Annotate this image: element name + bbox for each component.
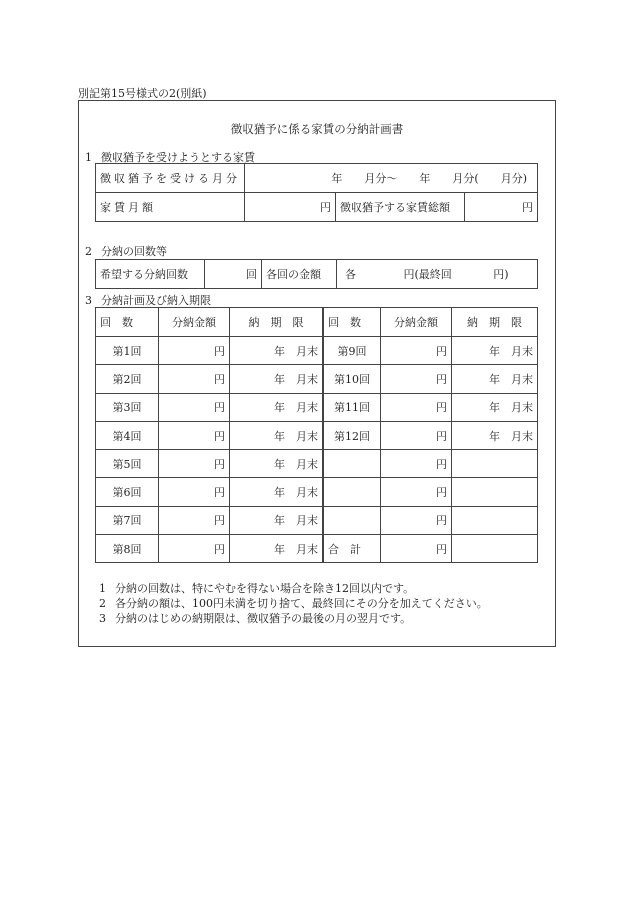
installment-amount-field[interactable]: 円 [381,450,452,478]
total-row-label: 合 計 [323,535,381,563]
rent-unit: 円 [320,201,331,214]
installment-deadline-field[interactable]: 年 月末 [230,506,324,534]
installment-amount-field[interactable]: 円 [159,450,230,478]
section1-title: 徴収猶予を受けようとする家賃 [101,151,255,164]
installment-deadline-field[interactable]: 年 月末 [452,393,538,421]
section3-title: 分納計画及び納入期限 [101,294,211,307]
amount-prefix: 各 [345,268,356,281]
total-unit: 円 [522,201,533,214]
installment-deadline-field[interactable]: 年 月末 [230,365,324,393]
section2-heading [85,243,167,259]
installment-amount-field[interactable]: 円 [159,393,230,421]
installment-amount-field[interactable]: 円 [381,421,452,449]
installment-deadline-field[interactable]: 年 月末 [452,365,538,393]
installment-amount-field[interactable]: 円 [381,337,452,365]
installment-deadline-field[interactable]: 年 月末 [452,337,538,365]
installment-amount-field[interactable]: 円 [381,393,452,421]
header-count-left: 回 数 [96,308,159,337]
empty-cell [452,506,538,534]
installment-amount-field[interactable]: 円 [159,535,230,563]
schedule-table [95,307,538,563]
table-row [96,478,538,506]
installment-label: 第7回 [96,506,159,534]
installment-label [323,506,381,534]
section2-table [95,259,538,289]
installment-label [323,478,381,506]
installment-label: 第2回 [96,365,159,393]
installment-deadline-field[interactable]: 年 月末 [230,535,324,563]
form-id: 別記第15号様式の2(別紙) [78,87,207,100]
section1-table [95,163,538,222]
form-frame [78,100,556,647]
section3-number: 3 [85,294,92,307]
total-label: 徴収猶予する家賃総額 [336,193,465,222]
amount-end: 円) [493,268,509,281]
installment-label: 第8回 [96,535,159,563]
table-row [96,337,538,365]
table-row [96,365,538,393]
note-item: 3 分納のはじめの納期限は、徴収猶予の最後の月の翌月です。 [99,612,412,625]
installment-amount-field[interactable]: 円 [159,421,230,449]
installment-label: 第11回 [323,393,381,421]
header-amount-left: 分納金額 [159,308,230,337]
installment-label: 第9回 [323,337,381,365]
total-amount-field[interactable]: 円 [381,535,452,563]
installment-amount-field[interactable]: 円 [159,478,230,506]
note-item: 2 各分納の額は、100円未満を切り捨て、最終回にその分を加えてください。 [99,597,488,610]
total-amount-field[interactable] [465,193,538,222]
installment-deadline-field[interactable]: 年 月末 [230,478,324,506]
header-amount-right: 分納金額 [381,308,452,337]
installment-amount-field[interactable]: 円 [159,506,230,534]
amount-field[interactable] [337,260,538,289]
page-title: 徴収猶予に係る家賃の分納計画書 [230,122,404,136]
header-deadline-left: 納 期 限 [230,308,324,337]
period-value[interactable]: 年 月分～ 年 月分( 月分) [245,164,538,193]
installment-label: 第5回 [96,450,159,478]
table-row [96,450,538,478]
table-row [96,393,538,421]
section2-number: 2 [85,245,92,258]
header-count-right: 回 数 [323,308,381,337]
section1-number: 1 [85,151,92,164]
installment-deadline-field[interactable]: 年 月末 [230,393,324,421]
section2-title: 分納の回数等 [101,245,167,258]
installment-amount-field[interactable]: 円 [381,365,452,393]
installment-label: 第1回 [96,337,159,365]
installment-amount-field[interactable]: 円 [159,337,230,365]
installment-label: 第6回 [96,478,159,506]
table-row [96,421,538,449]
empty-cell [452,450,538,478]
count-field[interactable] [205,260,262,289]
count-label: 希望する分納回数 [96,260,205,289]
installment-label: 第3回 [96,393,159,421]
installment-label: 第12回 [323,421,381,449]
empty-cell [452,478,538,506]
note-item: 1 分納の回数は、特にやむを得ない場合を除き12回以内です。 [99,582,415,595]
installment-amount-field[interactable]: 円 [381,478,452,506]
rent-label: 家賃月額 [96,193,245,222]
installment-amount-field[interactable]: 円 [159,365,230,393]
empty-cell [452,535,538,563]
header-deadline-right: 納 期 限 [452,308,538,337]
installment-label: 第4回 [96,421,159,449]
installment-deadline-field[interactable]: 年 月末 [452,421,538,449]
installment-label: 第10回 [323,365,381,393]
installment-deadline-field[interactable]: 年 月末 [230,450,324,478]
installment-deadline-field[interactable]: 年 月末 [230,421,324,449]
section3-heading [85,292,211,308]
amount-label: 各回の金額 [262,260,337,289]
installment-deadline-field[interactable]: 年 月末 [230,337,324,365]
rent-amount-field[interactable] [245,193,336,222]
notes [99,581,488,626]
table-row [96,506,538,534]
count-unit: 回 [246,268,257,281]
installment-label [323,450,381,478]
amount-mid: 円(最終回 [403,268,452,281]
installment-amount-field[interactable]: 円 [381,506,452,534]
period-label: 徴収猶予を受ける月分 [96,164,245,193]
table-row [96,535,538,563]
